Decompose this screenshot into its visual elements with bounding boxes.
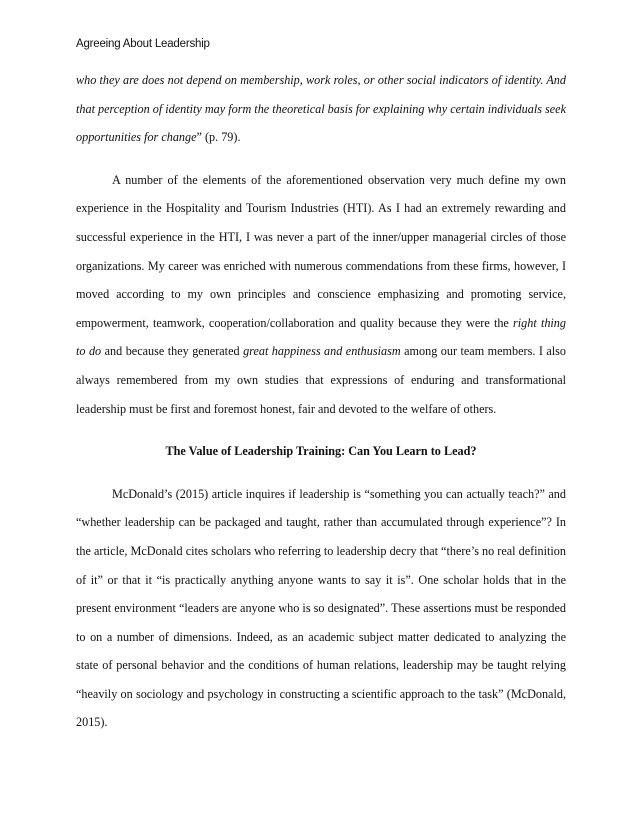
paragraph-gap	[76, 466, 566, 480]
italic-phrase-right-thing: right thing to do	[76, 315, 566, 359]
paragraph-text-1: A number of the elements of the aforementioned observation very much define my own experience in the Hospitality and Tourism Industries (HTI). As I had an extremely rewarding and successful experience in the HTI, I was never a part of the inner/upper managerial circles of those organizations. My career was enriched with numerous commendations from these firms, however, I moved according to my own principles and conscience emphasizing and promoting service, empowerment, teamwork, cooperation/collaboration and quality because they were the	[76, 172, 566, 330]
body-text	[76, 66, 566, 737]
paragraph-gap	[76, 423, 566, 437]
paragraph-text-2: and because they generated	[101, 344, 244, 359]
paragraph-mcdonald: McDonald’s (2015) article inquires if leadership is “something you can actually teach?” and “whether leadership can be packaged and taught, rather than accumulated through experience”? In the article, McDonald cites scholars who referring to leadership decry that “there’s no real definition of it” or that it “is practically anything anyone wants to say it is”. One scholar holds that in the present environment “leaders are anyone who is so designated”. These assertions must be responded to on a number of dimensions. Indeed, as an academic subject matter dedicated to analyzing the state of personal behavior and the conditions of human relations, leadership may be taught relying “heavily on sociology and psychology in constructing a scientific approach to the task” (McDonald, 2015).	[76, 486, 566, 730]
italic-phrase-happiness: great happiness and enthusiasm	[243, 344, 401, 359]
running-head: Agreeing About Leadership	[76, 38, 210, 50]
paragraph-experience	[76, 166, 566, 423]
paragraph-continuation	[76, 66, 566, 152]
section-heading: The Value of Leadership Training: Can You Learn to Lead?	[165, 444, 477, 459]
citation-tail: ” (p. 79).	[196, 130, 241, 145]
paragraph-text-3: among our team members. I also always remembered from my own studies that expressions of enduring and transformational leadership must be first and foremost honest, fair and devoted to the welfare of others.	[76, 344, 567, 416]
italic-quote: who they are does not depend on membership, work roles, or other social indicators of identity. And that perception of identity may form the theoretical basis for explaining why certain individuals seek opportunities for change	[76, 73, 566, 145]
paragraph-gap	[76, 152, 566, 166]
